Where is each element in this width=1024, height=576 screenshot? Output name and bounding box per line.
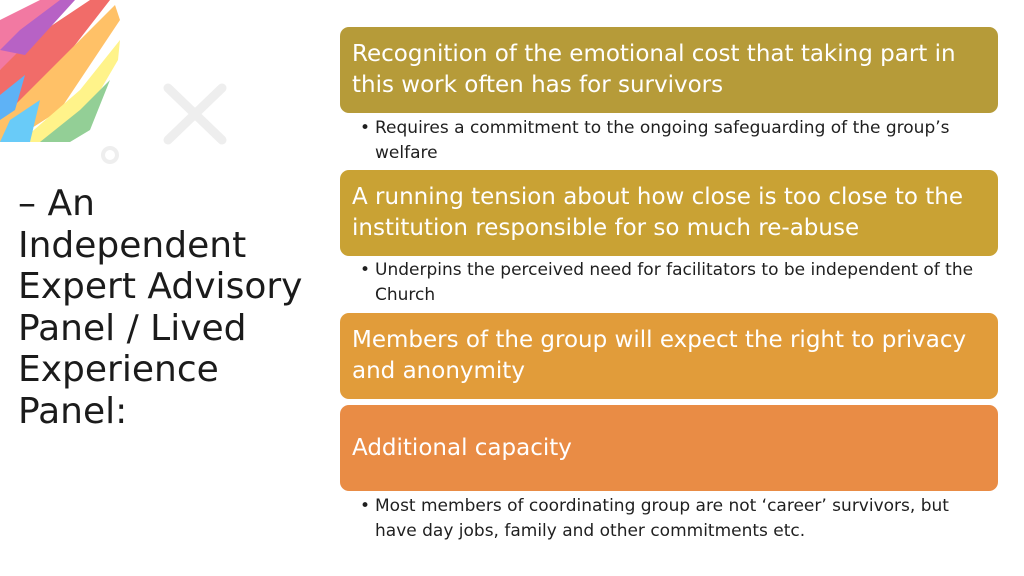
bullet-safeguarding-text: Requires a commitment to the ongoing safeguarding of the group’s welfare: [375, 118, 950, 163]
panel-title: – An Independent Expert Advisory Panel / Lived Experience Panel:: [18, 183, 303, 432]
bullet-independence-text: Underpins the perceived need for facilitators to be independent of the Church: [375, 260, 974, 305]
point-additional-capacity-heading: Additional capacity: [352, 434, 572, 461]
bullet-dot: •: [360, 496, 371, 516]
point-additional-capacity: [340, 405, 998, 491]
bullet-dot: •: [360, 260, 371, 280]
bullet-safeguarding: [360, 116, 990, 166]
bullet-commitments-text: Most members of coordinating group are not ‘career’ survivors, but have day jobs, family and other commitments etc.: [375, 496, 949, 541]
bullet-dot: •: [360, 118, 371, 138]
point-emotional-cost-heading: Recognition of the emotional cost that taking part in this work often has for survivors: [352, 41, 956, 98]
point-running-tension: [340, 170, 998, 256]
point-emotional-cost: [340, 27, 998, 113]
bullet-independence: [360, 258, 990, 308]
point-privacy-heading: Members of the group will expect the right to privacy and anonymity: [352, 327, 967, 384]
point-running-tension-heading: A running tension about how close is too close to the institution responsible for so much re-abuse: [352, 184, 964, 241]
point-privacy: [340, 313, 998, 399]
bullet-commitments: [360, 494, 990, 544]
paint-strokes-decoration: [0, 0, 240, 180]
